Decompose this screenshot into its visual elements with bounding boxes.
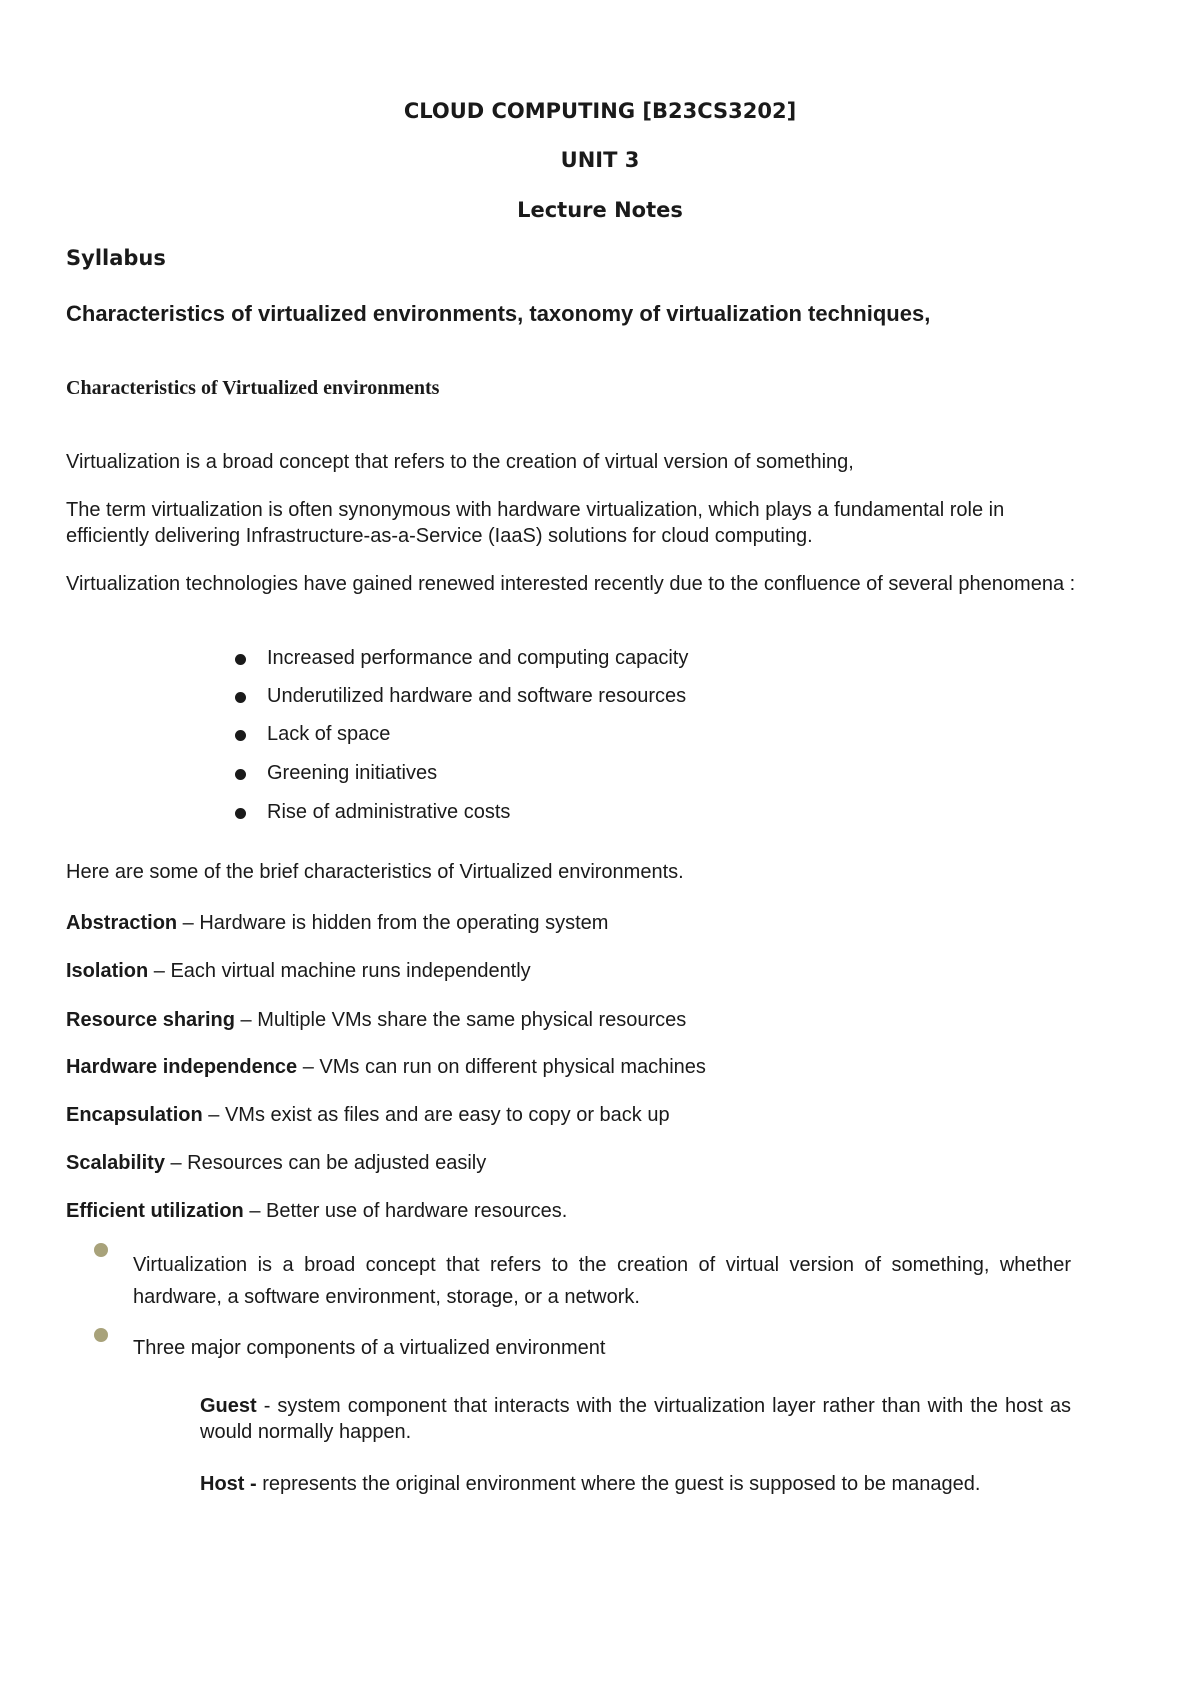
lecture-notes-title: Lecture Notes [517, 198, 683, 222]
bullet-dot-icon [235, 654, 246, 665]
list-item: Lack of space [267, 723, 391, 745]
term-label: Hardware independence [66, 1056, 298, 1078]
note-major-components: Three major components of a virtualized environment [133, 1337, 606, 1359]
list-item: Rise of administrative costs [267, 801, 511, 823]
syllabus-label: Syllabus [66, 246, 166, 270]
term-label: Isolation [66, 960, 149, 982]
paragraph-hardware-virtualization: The term virtualization is often synonymous with hardware virtualization, which plays a fundamental role in efficiently delivering Infrastructure-as-a-Service (IaaS) solutions for cloud computing. [66, 499, 1005, 547]
characteristic-scalability [66, 1150, 486, 1176]
term-description: – VMs can run on different physical machines [297, 1056, 706, 1078]
olive-bullet-icon [94, 1328, 108, 1342]
characteristic-encapsulation [66, 1102, 670, 1128]
bullet-dot-icon [235, 692, 246, 703]
characteristic-resource-sharing [66, 1007, 686, 1033]
term-description: – Better use of hardware resources. [243, 1200, 568, 1222]
syllabus-topics: Characteristics of virtualized environments, taxonomy of virtualization techniques, [66, 301, 931, 326]
list-item: Underutilized hardware and software resources [267, 685, 687, 707]
term-description: – Each virtual machine runs independently [148, 960, 531, 982]
unit-title: UNIT 3 [560, 148, 640, 172]
term-description: – Resources can be adjusted easily [164, 1152, 487, 1174]
term-label: Scalability [66, 1152, 165, 1174]
term-label: Guest [200, 1395, 257, 1417]
bullet-dot-icon [235, 808, 246, 819]
term-description: – VMs exist as files and are easy to copy or back up [202, 1104, 670, 1126]
term-label: Abstraction [66, 912, 178, 934]
term-label: Host - [200, 1473, 257, 1495]
paragraph-characteristics-intro: Here are some of the brief characteristics of Virtualized environments. [66, 861, 684, 883]
bullet-dot-icon [235, 730, 246, 741]
term-description: – Hardware is hidden from the operating system [177, 912, 609, 934]
term-label: Efficient utilization [66, 1200, 244, 1222]
term-description: - system component that interacts with the virtualization layer rather than with the host as would normally happen. [200, 1395, 1071, 1443]
paragraph-intro: Virtualization is a broad concept that refers to the creation of virtual version of something, [66, 451, 854, 473]
component-host [200, 1471, 1071, 1497]
characteristic-hardware-independence [66, 1054, 706, 1080]
bullet-dot-icon [235, 769, 246, 780]
term-description: – Multiple VMs share the same physical resources [234, 1009, 687, 1031]
characteristic-isolation [66, 958, 531, 984]
term-label: Resource sharing [66, 1009, 235, 1031]
term-description: represents the original environment where the guest is supposed to be managed. [256, 1473, 981, 1495]
course-title: CLOUD COMPUTING [B23CS3202] [403, 99, 797, 123]
characteristic-abstraction [66, 910, 608, 936]
term-label: Encapsulation [66, 1104, 203, 1126]
olive-bullet-icon [94, 1243, 108, 1257]
list-item: Greening initiatives [267, 762, 438, 784]
characteristic-efficient-utilization [66, 1198, 567, 1224]
note-virtualization-concept: Virtualization is a broad concept that refers to the creation of virtual version of something, whether hardware, a software environment, storage, or a network. [133, 1254, 1071, 1308]
section-title: Characteristics of Virtualized environments [66, 377, 440, 399]
component-guest [200, 1393, 1071, 1445]
paragraph-phenomena-intro: Virtualization technologies have gained renewed interested recently due to the confluence of several phenomena : [66, 573, 1076, 595]
list-item: Increased performance and computing capacity [267, 647, 689, 669]
